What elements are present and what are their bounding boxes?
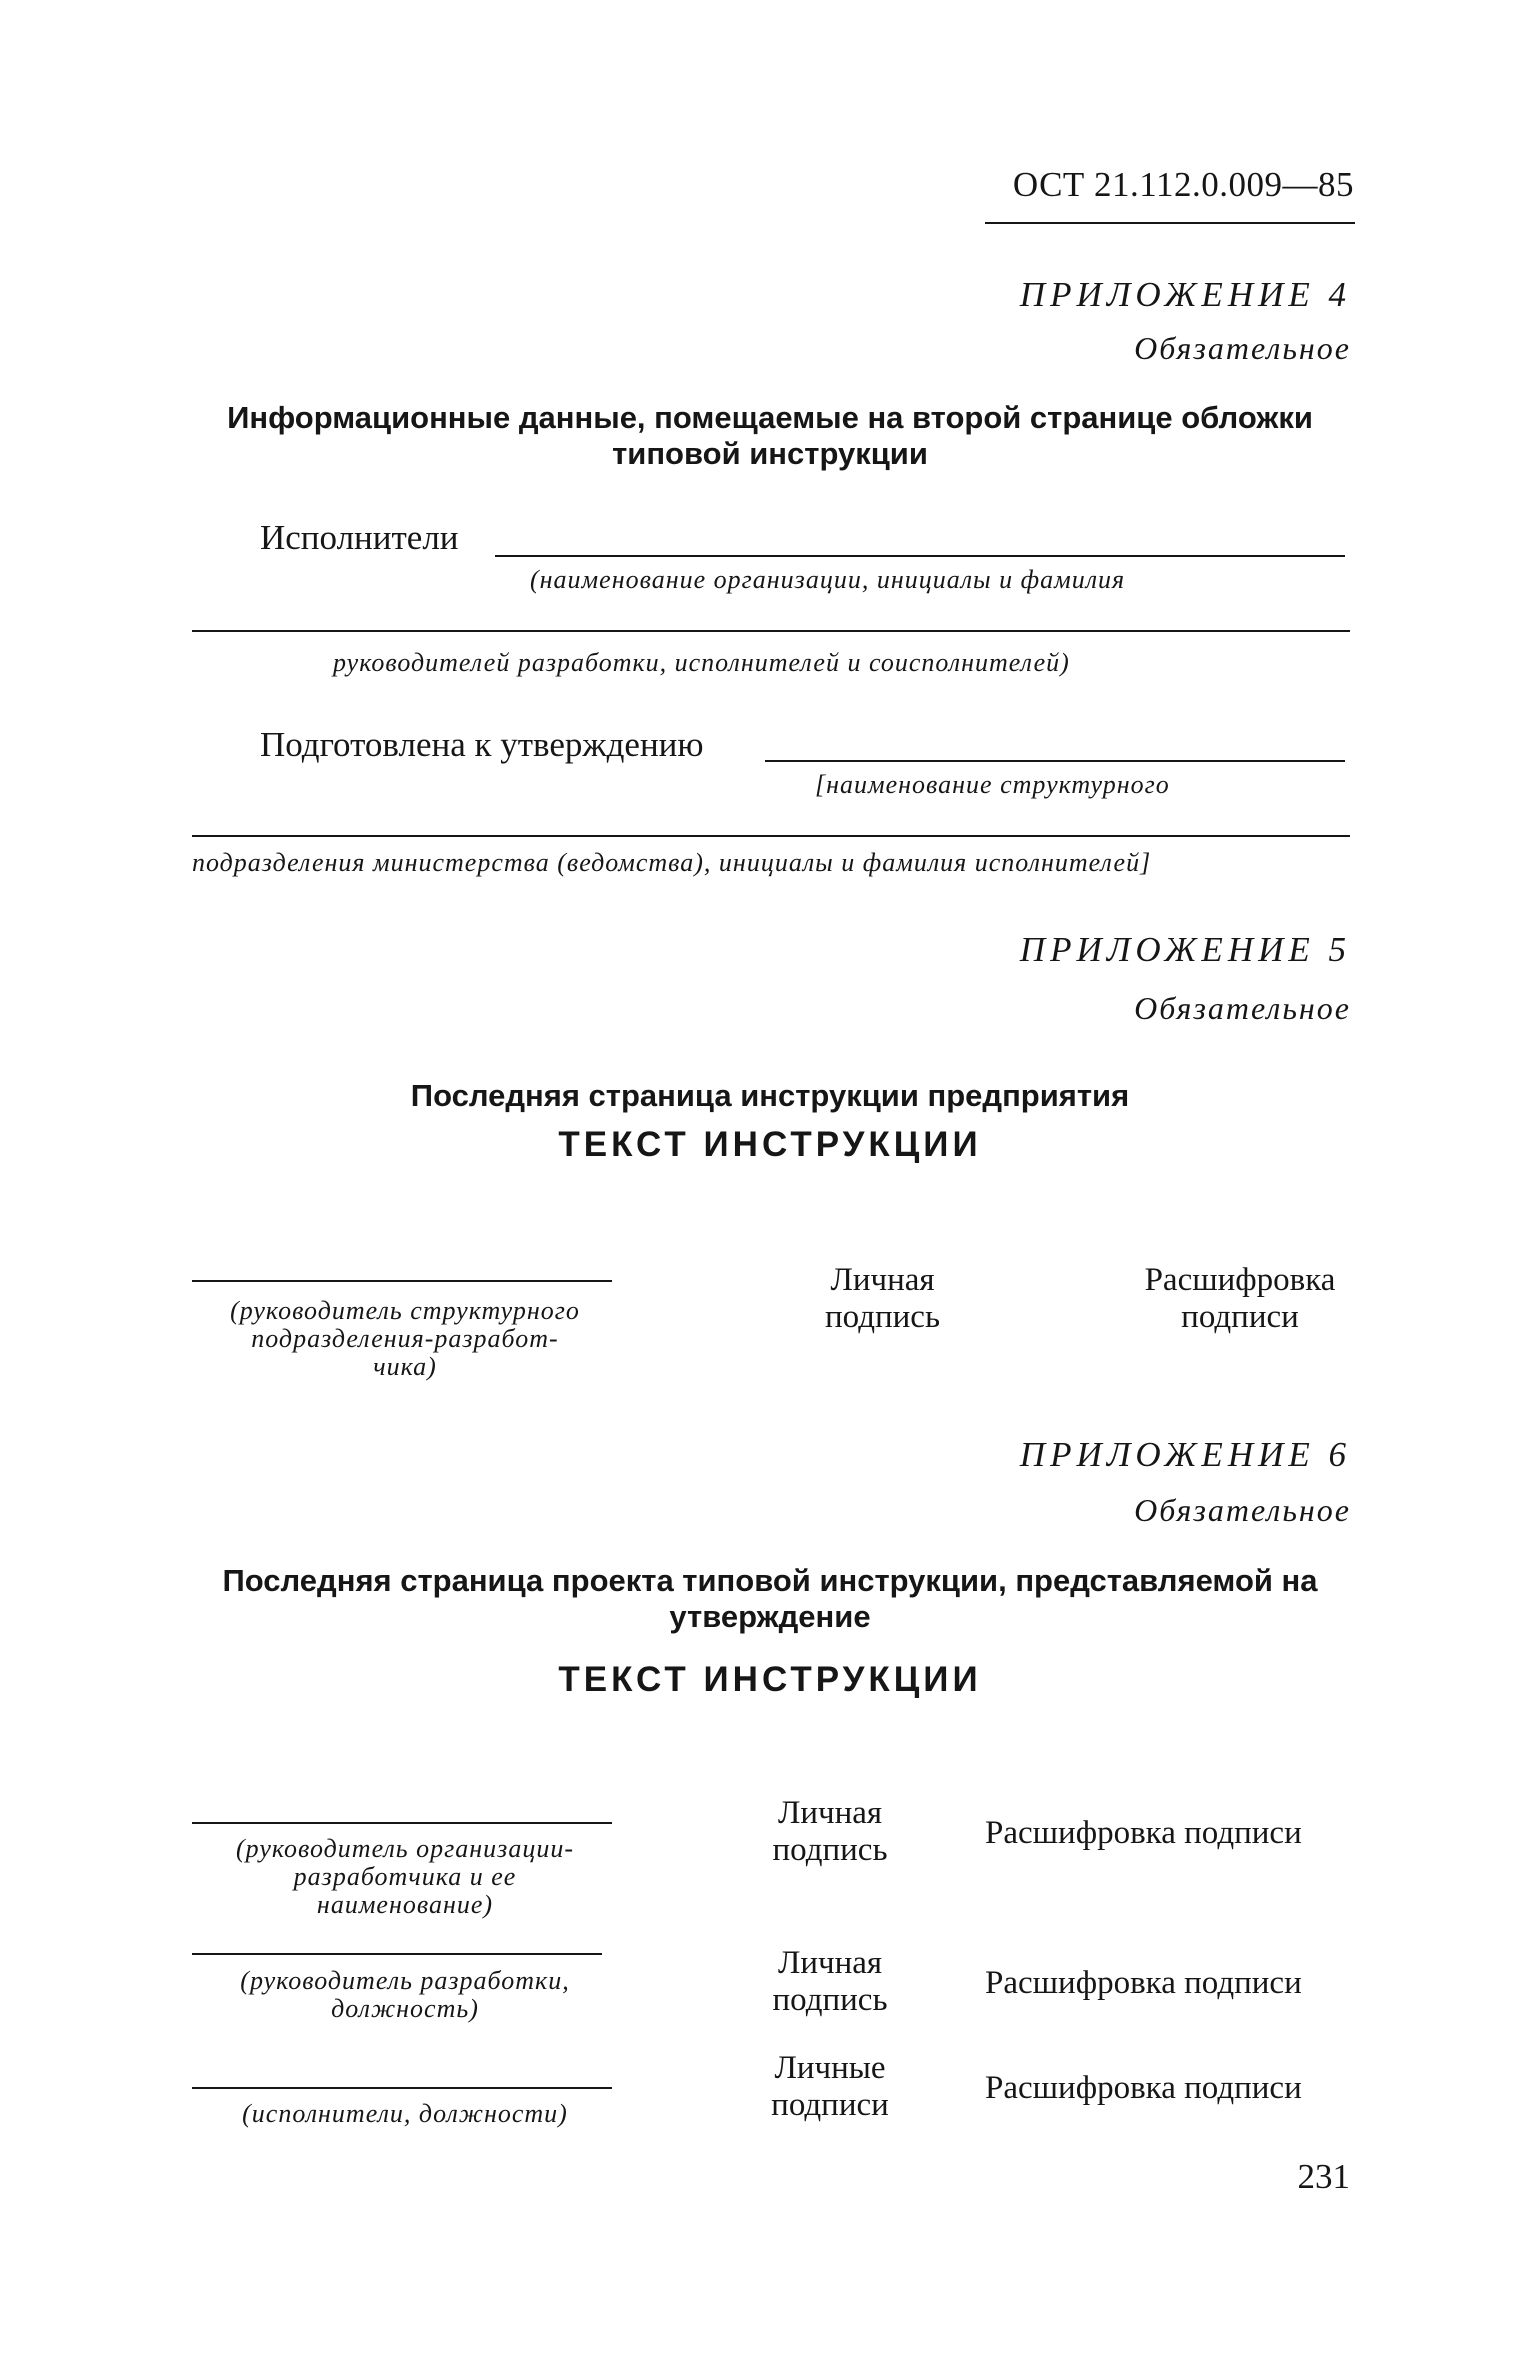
appendix-6-heading-line-1: Последняя страница проекта типовой инструкции, представляемой на [222,1563,1318,1598]
appendix-6-row-1-caption-1: (руководитель организации- [236,1834,574,1863]
appendix-6-row-1-signature [745,1795,915,1869]
document-code: ОСТ 21.112.0.009—85 [1012,165,1354,204]
appendix-6-row-2-decoding: Расшифровка подписи [985,1965,1302,2001]
prepared-fill-line [765,760,1345,762]
prepared-caption-1: [наименование структурного [815,770,1170,799]
appendix-5-signature-decoding-line-1: Расшифровка [1144,1262,1336,1298]
appendix-5-big-title: ТЕКСТ ИНСТРУКЦИИ [558,1125,982,1164]
appendix-6-row-2-line [192,1953,602,1955]
appendix-4-heading-line-2: типовой инструкции [612,436,928,471]
appendix-5-status: Обязательное [1134,990,1351,1026]
appendix-5-heading: Последняя страница инструкции предприятия [410,1078,1130,1113]
appendix-5-personal-signature-line-1: Личная [830,1262,935,1298]
appendix-6-row-2-caption [185,1967,625,2023]
appendix-4-status: Обязательное [1134,330,1351,366]
appendix-6-row-1-signature-line-2: подпись [772,1832,888,1868]
appendix-6-status: Обязательное [1134,1492,1351,1528]
performers-fill-line-2 [192,630,1350,632]
appendix-5-signer-line [192,1280,612,1282]
appendix-6-row-1-decoding: Расшифровка подписи [985,1815,1302,1851]
prepared-caption-2: подразделения министерства (ведомства), инициалы и фамилия исполнителей] [192,848,1152,877]
appendix-6-row-1-caption-3: наименование) [316,1890,494,1919]
appendix-6-row-1-caption [185,1835,625,1919]
appendix-6-row-2-caption-2: должность) [331,1994,479,2023]
appendix-5-signature-decoding [1130,1262,1350,1336]
appendix-6-row-2-signature-line-1: Личная [777,1945,883,1981]
document-code-underline [985,222,1355,224]
appendix-6-row-3-signature-line-1: Личные [774,2050,886,2086]
performers-label: Исполнители [260,518,459,557]
prepared-label: Подготовлена к утверждению [260,725,704,764]
appendix-6-row-1-caption-2: разработчика и ее [293,1862,517,1891]
appendix-5-personal-signature-line-2: подпись [824,1299,941,1335]
appendix-6-row-3-signature [745,2050,915,2124]
appendix-5-personal-signature [800,1262,965,1336]
appendix-6-row-1-signature-line-1: Личная [777,1795,883,1831]
appendix-6-big-title: ТЕКСТ ИНСТРУКЦИИ [558,1660,982,1699]
appendix-6-row-3-caption: (исполнители, должности) [242,2099,568,2128]
appendix-5-signer-caption [185,1297,625,1381]
appendix-4-title: ПРИЛОЖЕНИЕ 4 [1019,275,1351,314]
performers-caption-1: (наименование организации, инициалы и фамилия [530,565,1126,594]
appendix-6-row-2-signature [745,1945,915,2019]
appendix-6-row-3-line [192,2087,612,2089]
appendix-6-title: ПРИЛОЖЕНИЕ 6 [1019,1435,1351,1474]
appendix-5-signer-caption-3: чика) [373,1352,437,1381]
performers-caption-2: руководителей разработки, исполнителей и соисполнителей) [333,648,1070,677]
appendix-6-heading-line-2: утверждение [669,1599,871,1634]
appendix-5-signer-caption-1: (руководитель структурного [230,1296,580,1325]
appendix-4-heading [190,400,1350,472]
performers-fill-line [495,555,1345,557]
appendix-5-signer-caption-2: подразделения-разработ- [251,1324,559,1353]
appendix-6-row-2-caption-1: (руководитель разработки, [240,1966,570,1995]
appendix-6-row-3-decoding: Расшифровка подписи [985,2070,1302,2106]
page-number: 231 [1297,2157,1350,2196]
appendix-6-heading [190,1563,1350,1635]
appendix-5-signature-decoding-line-2: подписи [1181,1299,1299,1335]
appendix-6-row-2-signature-line-2: подпись [772,1982,888,2018]
prepared-fill-line-2 [192,835,1350,837]
appendix-6-row-3-signature-line-2: подписи [771,2087,889,2123]
appendix-4-heading-line-1: Информационные данные, помещаемые на второй странице обложки [227,400,1313,435]
appendix-6-row-1-line [192,1822,612,1824]
appendix-5-title: ПРИЛОЖЕНИЕ 5 [1019,930,1351,969]
